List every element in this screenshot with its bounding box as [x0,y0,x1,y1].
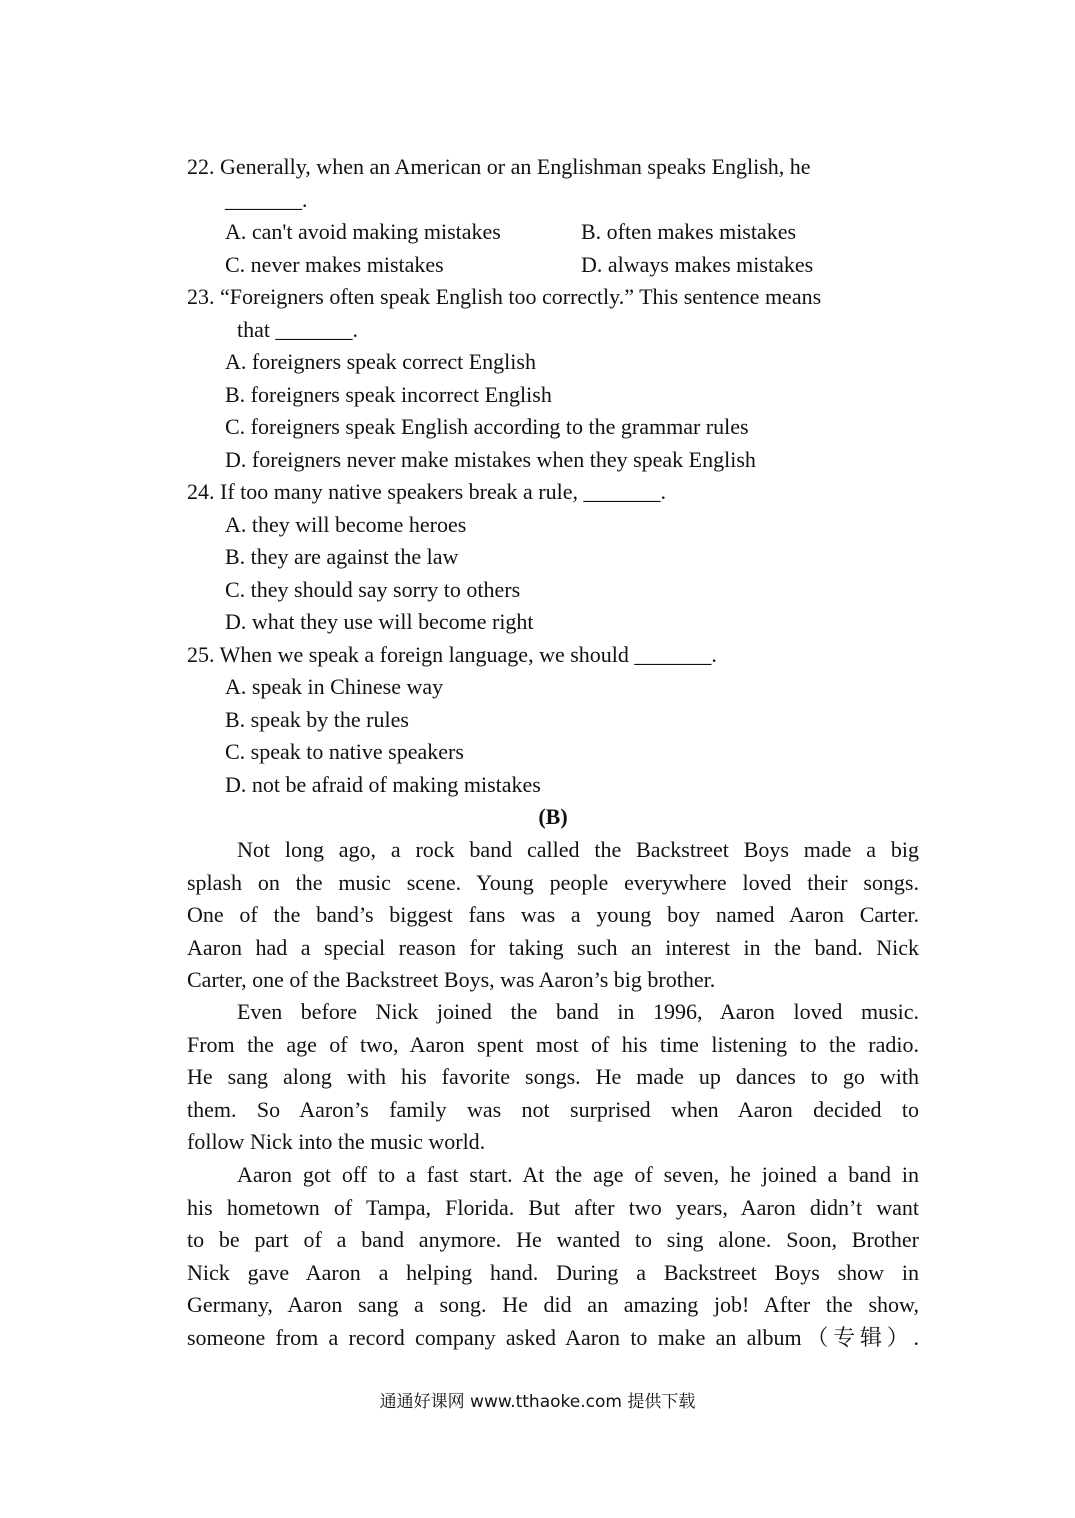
section-heading: (B) [538,804,568,829]
passage-paragraph-1 [187,834,919,997]
passage-line: splash on the music scene. Young people everywhere loved their songs. [187,869,919,895]
question-23-option-d: D. foreigners never make mistakes when they speak English [225,447,756,472]
question-23-option-c: C. foreigners speak English according to the grammar rules [225,414,749,439]
passage-line: One of the band’s biggest fans was a young boy named Aaron Carter. [187,902,919,927]
page-footer: 通通好课网 www.tthaoke.com 提供下载 [379,1392,696,1412]
passage-line: He sang along with his favorite songs. He made up dances to go with [187,1064,919,1089]
question-25-stem: 25. When we speak a foreign language, we should _______. [187,642,717,667]
passage-line: From the age of two, Aaron spent most of his time listening to the radio. [187,1031,919,1057]
passage-line: Aaron got off to a fast start. At the age of seven, he joined a band in [237,1162,919,1187]
passage-line: someone from a record company asked Aaron to make an album（专辑）. [187,1324,919,1350]
question-24-stem: 24. If too many native speakers break a rule, _______. [187,479,666,504]
passage-line: Nick gave Aaron a helping hand. During a Backstreet Boys show in [187,1259,919,1285]
passage-line: to be part of a band anymore. He wanted to sing alone. Soon, Brother [187,1227,919,1252]
question-22-stem: 22. Generally, when an American or an Englishman speaks English, he [187,154,811,179]
passage-line: them. So Aaron’s family was not surprised when Aaron decided to [187,1096,919,1122]
passage-paragraph-2 [187,996,919,1159]
question-25-option-a: A. speak in Chinese way [225,674,444,699]
question-24-option-d: D. what they use will become right [225,609,534,634]
question-25-option-d: D. not be afraid of making mistakes [225,772,541,797]
question-23-option-b: B. foreigners speak incorrect English [225,382,552,407]
question-25-option-c: C. speak to native speakers [225,739,464,764]
question-25-option-b: B. speak by the rules [225,707,409,732]
question-22-option-d: D. always makes mistakes [581,252,814,277]
question-22-option-b: B. often makes mistakes [581,219,797,244]
question-24-option-c: C. they should say sorry to others [225,577,521,602]
passage-line: follow Nick into the music world. [187,1129,486,1154]
question-24-option-a: A. they will become heroes [225,512,467,537]
passage-line: Carter, one of the Backstreet Boys, was Aaron’s big brother. [187,967,716,992]
passage-line: his hometown of Tampa, Florida. But after two years, Aaron didn’t want [187,1194,919,1220]
question-22-option-a: A. can't avoid making mistakes [225,219,501,244]
passage-paragraph-3 [187,1159,919,1354]
question-23-stem: 23. “Foreigners often speak English too correctly.” This sentence means [187,284,822,309]
question-22-option-c: C. never makes mistakes [225,252,444,277]
passage-line: Aaron had a special reason for taking such an interest in the band. Nick [187,934,919,960]
question-23-option-a: A. foreigners speak correct English [225,349,536,374]
question-22-blank: _______. [225,187,308,212]
passage-line: Even before Nick joined the band in 1996, Aaron loved music. [237,999,919,1024]
passage-line: Not long ago, a rock band called the Backstreet Boys made a big [237,837,919,862]
question-24-option-b: B. they are against the law [225,544,459,569]
passage-line: Germany, Aaron sang a song. He did an amazing job! After the show, [187,1292,919,1317]
question-23-blank: that _______. [237,317,358,342]
